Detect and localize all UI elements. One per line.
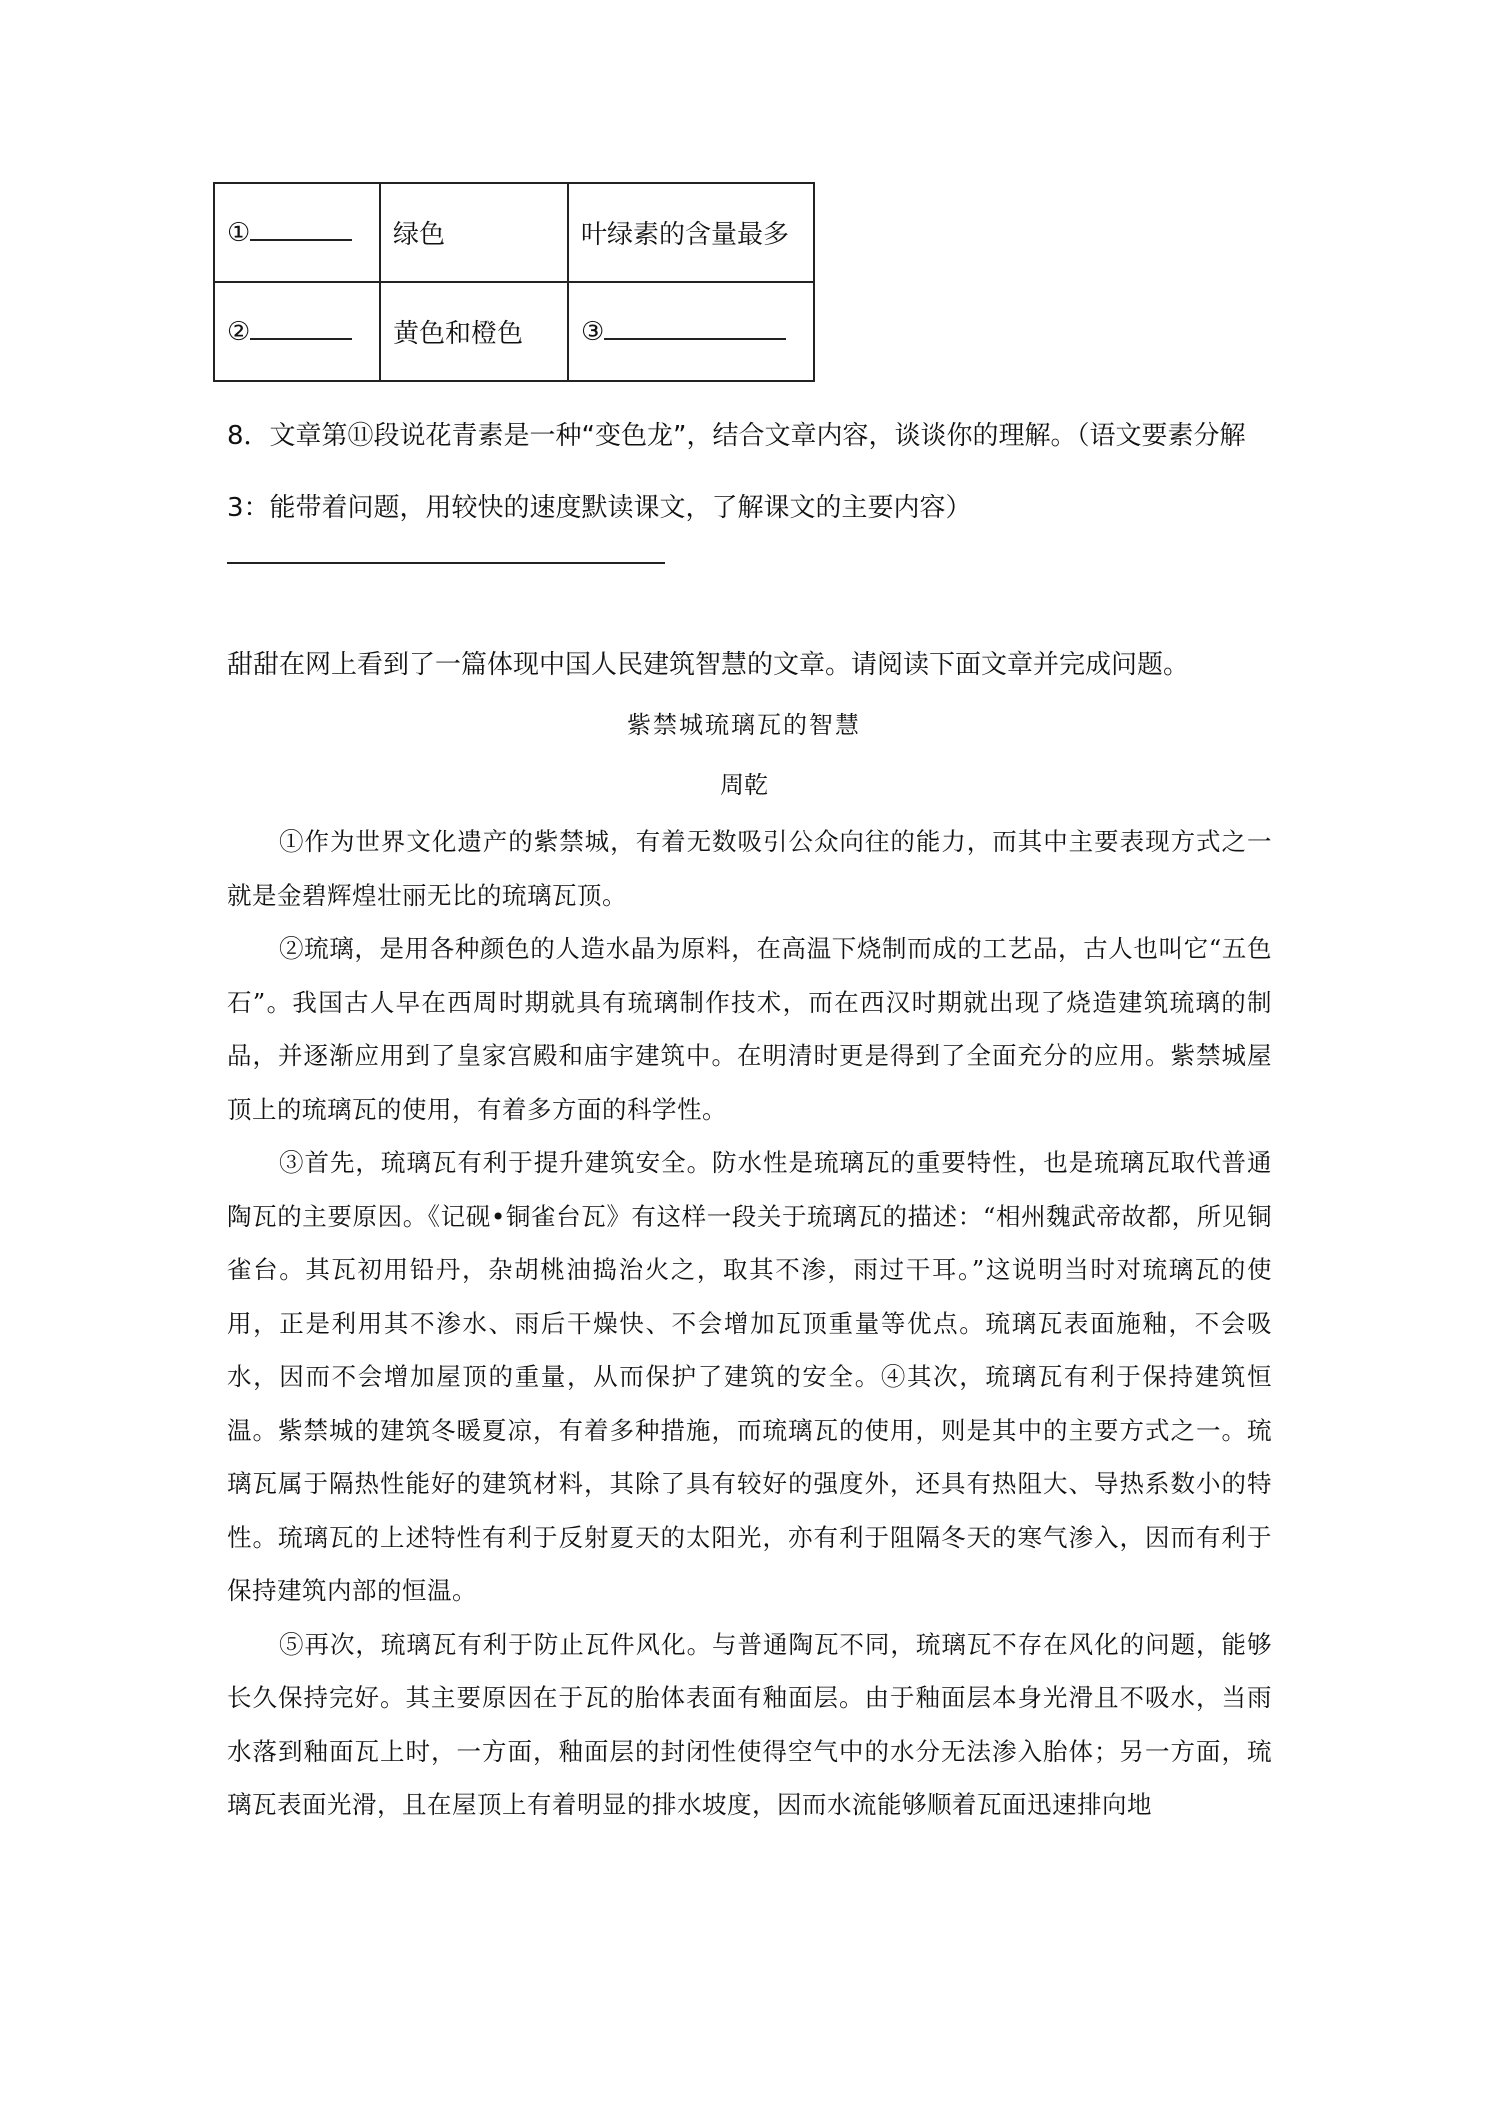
article-author: 周乾 <box>720 771 768 799</box>
article-paragraph: ⑤再次，琉璃瓦有利于防止瓦件风化。与普通陶瓦不同，琉璃瓦不存在风化的问题，能够长久保持完好。其主要原因在于瓦的胎体表面有釉面层。由于釉面层本身光滑且不吸水，当雨水落到釉面瓦上时，一方面，釉面层的封闭性使得空气中的水分无法渗入胎体；另一方面，琉璃瓦表面光滑，且在屋顶上有着明显的排水坡度，因而水流能够顺着瓦面迅速排向地 <box>227 1629 1272 1819</box>
table-cell: 黄色和橙色 <box>380 282 568 381</box>
fill-blank-2[interactable] <box>250 316 352 340</box>
table-row <box>214 282 814 381</box>
table-cell <box>214 282 380 381</box>
table-cell <box>568 282 814 381</box>
article-title: 紫禁城琉璃瓦的智慧 <box>627 711 861 739</box>
color-table <box>213 182 815 382</box>
blank-number: ③ <box>581 317 605 347</box>
article-paragraph: ③首先，琉璃瓦有利于提升建筑安全。防水性是琉璃瓦的重要特性，也是琉璃瓦取代普通陶瓦的主要原因。《记砚•铜雀台瓦》有这样一段关于琉璃瓦的描述：“相州魏武帝故都，所见铜雀台。其瓦初用铅丹，杂胡桃油捣治火之，取其不渗，雨过干耳。”这说明当时对琉璃瓦的使用，正是利用其不渗水、雨后干燥快、不会增加瓦顶重量等优点。琉璃瓦表面施釉，不会吸水，因而不会增加屋顶的重量，从而保护了建筑的安全。④其次，琉璃瓦有利于保持建筑恒温。紫禁城的建筑冬暖夏凉，有着多种措施，而琉璃瓦的使用，则是其中的主要方式之一。琉璃瓦属于隔热性能好的建筑材料，其除了具有较好的强度外，还具有热阻大、导热系数小的特性。琉璃瓦的上述特性有利于反射夏天的太阳光，亦有利于阻隔冬天的寒气渗入，因而有利于保持建筑内部的恒温。 <box>227 1148 1272 1605</box>
fill-blank-3[interactable] <box>604 316 786 340</box>
article-paragraph: ②琉璃，是用各种颜色的人造水晶为原料，在高温下烧制而成的工艺品，古人也叫它“五色石”。我国古人早在西周时期就具有琉璃制作技术，而在西汉时期就出现了烧造建筑琉璃的制品，并逐渐应用到了皇家宫殿和庙宇建筑中。在明清时更是得到了全面充分的应用。紫禁城屋顶上的琉璃瓦的使用，有着多方面的科学性。 <box>227 934 1272 1124</box>
table-cell: 叶绿素的含量最多 <box>568 183 814 282</box>
blank-number: ② <box>227 317 251 347</box>
article-paragraph: ①作为世界文化遗产的紫禁城，有着无数吸引公众向往的能力，而其中主要表现方式之一就是金碧辉煌壮丽无比的琉璃瓦顶。 <box>227 827 1272 910</box>
table-row <box>214 183 814 282</box>
table-cell <box>214 183 380 282</box>
question-8: 8．文章第⑪段说花青素是一种“变色龙”，结合文章内容，谈谈你的理解。（语文要素分解 3：能带着问题，用较快的速度默读课文，了解课文的主要内容） <box>227 421 1246 523</box>
reading-intro: 甜甜在网上看到了一篇体现中国人民建筑智慧的文章。请阅读下面文章并完成问题。 <box>227 650 1190 680</box>
article-body <box>227 815 1272 1832</box>
table-cell: 绿色 <box>380 183 568 282</box>
fill-blank-1[interactable] <box>250 217 352 241</box>
answer-line[interactable] <box>227 562 665 564</box>
blank-number: ① <box>227 218 251 248</box>
